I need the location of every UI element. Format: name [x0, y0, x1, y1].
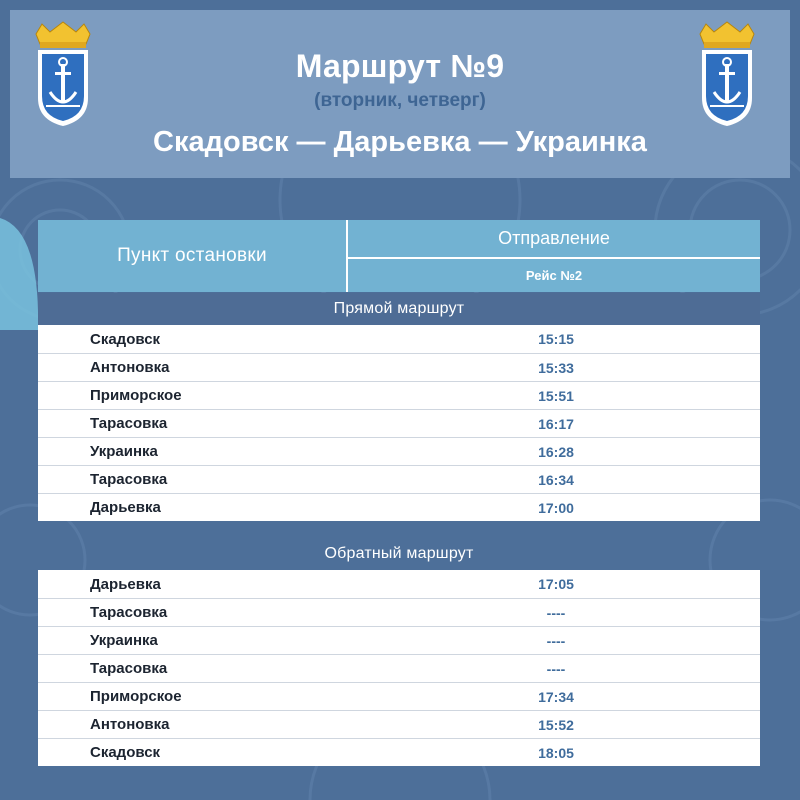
direct-route-rows	[38, 325, 760, 521]
departure-time: 15:33	[538, 359, 574, 376]
stop-name: Украинка	[90, 443, 158, 460]
stop-name: Скадовск	[90, 330, 161, 348]
table-row	[38, 570, 760, 598]
stop-name: Дарьевка	[90, 499, 161, 516]
table-row	[38, 710, 760, 738]
departure-time: 16:17	[538, 415, 574, 432]
departure-time: 16:34	[538, 471, 574, 488]
table-row	[38, 325, 760, 353]
departure-time: 15:52	[538, 716, 574, 733]
table-row	[38, 682, 760, 710]
route-path: Скадовск — Дарьевка — Украинка	[153, 126, 647, 158]
section-return-route: Обратный маршрут	[324, 545, 474, 562]
departure-time: 18:05	[538, 744, 574, 761]
column-header-trip: Рейс №2	[525, 268, 583, 283]
section-direct-route: Прямой маршрут	[38, 293, 760, 325]
stop-name: Тарасовка	[90, 471, 168, 488]
departure-time: 16:28	[538, 443, 574, 460]
stop-name: Антоновка	[90, 359, 170, 376]
table-row	[38, 353, 760, 381]
departure-time: 15:15	[538, 331, 574, 347]
stop-name: Приморское	[90, 387, 182, 404]
stop-name: Тарасовка	[90, 660, 168, 677]
route-title: Маршрут №9	[295, 48, 505, 84]
departure-time: 17:00	[538, 499, 574, 516]
stop-name: Тарасовка	[90, 415, 168, 432]
stop-name: Скадовск	[90, 744, 161, 761]
departure-time: 17:05	[538, 576, 574, 592]
route-days: (вторник, четверг)	[314, 90, 486, 111]
table-row	[38, 493, 760, 521]
column-header-departure: Отправление	[348, 220, 760, 259]
stop-name: Антоновка	[90, 716, 170, 733]
table-row	[38, 409, 760, 437]
stop-name: Тарасовка	[90, 604, 168, 621]
departure-time: 15:51	[538, 387, 574, 404]
stop-name: Дарьевка	[90, 575, 161, 593]
coat-of-arms-icon	[28, 20, 98, 128]
departure-time: ----	[546, 632, 566, 649]
table-row	[38, 381, 760, 409]
return-route-rows	[38, 570, 760, 766]
stop-name: Украинка	[90, 632, 158, 649]
header-panel	[10, 10, 790, 178]
table-header	[38, 220, 760, 292]
departure-time: 17:34	[538, 688, 574, 705]
table-row	[38, 626, 760, 654]
departure-time: ----	[546, 660, 566, 677]
table-row	[38, 738, 760, 766]
stop-name: Приморское	[90, 688, 182, 705]
table-row	[38, 654, 760, 682]
table-row	[38, 437, 760, 465]
departure-time: ----	[546, 604, 566, 621]
coat-of-arms-icon	[692, 20, 762, 128]
table-row	[38, 465, 760, 493]
column-header-stop: Пункт остановки	[38, 220, 348, 292]
table-row	[38, 598, 760, 626]
